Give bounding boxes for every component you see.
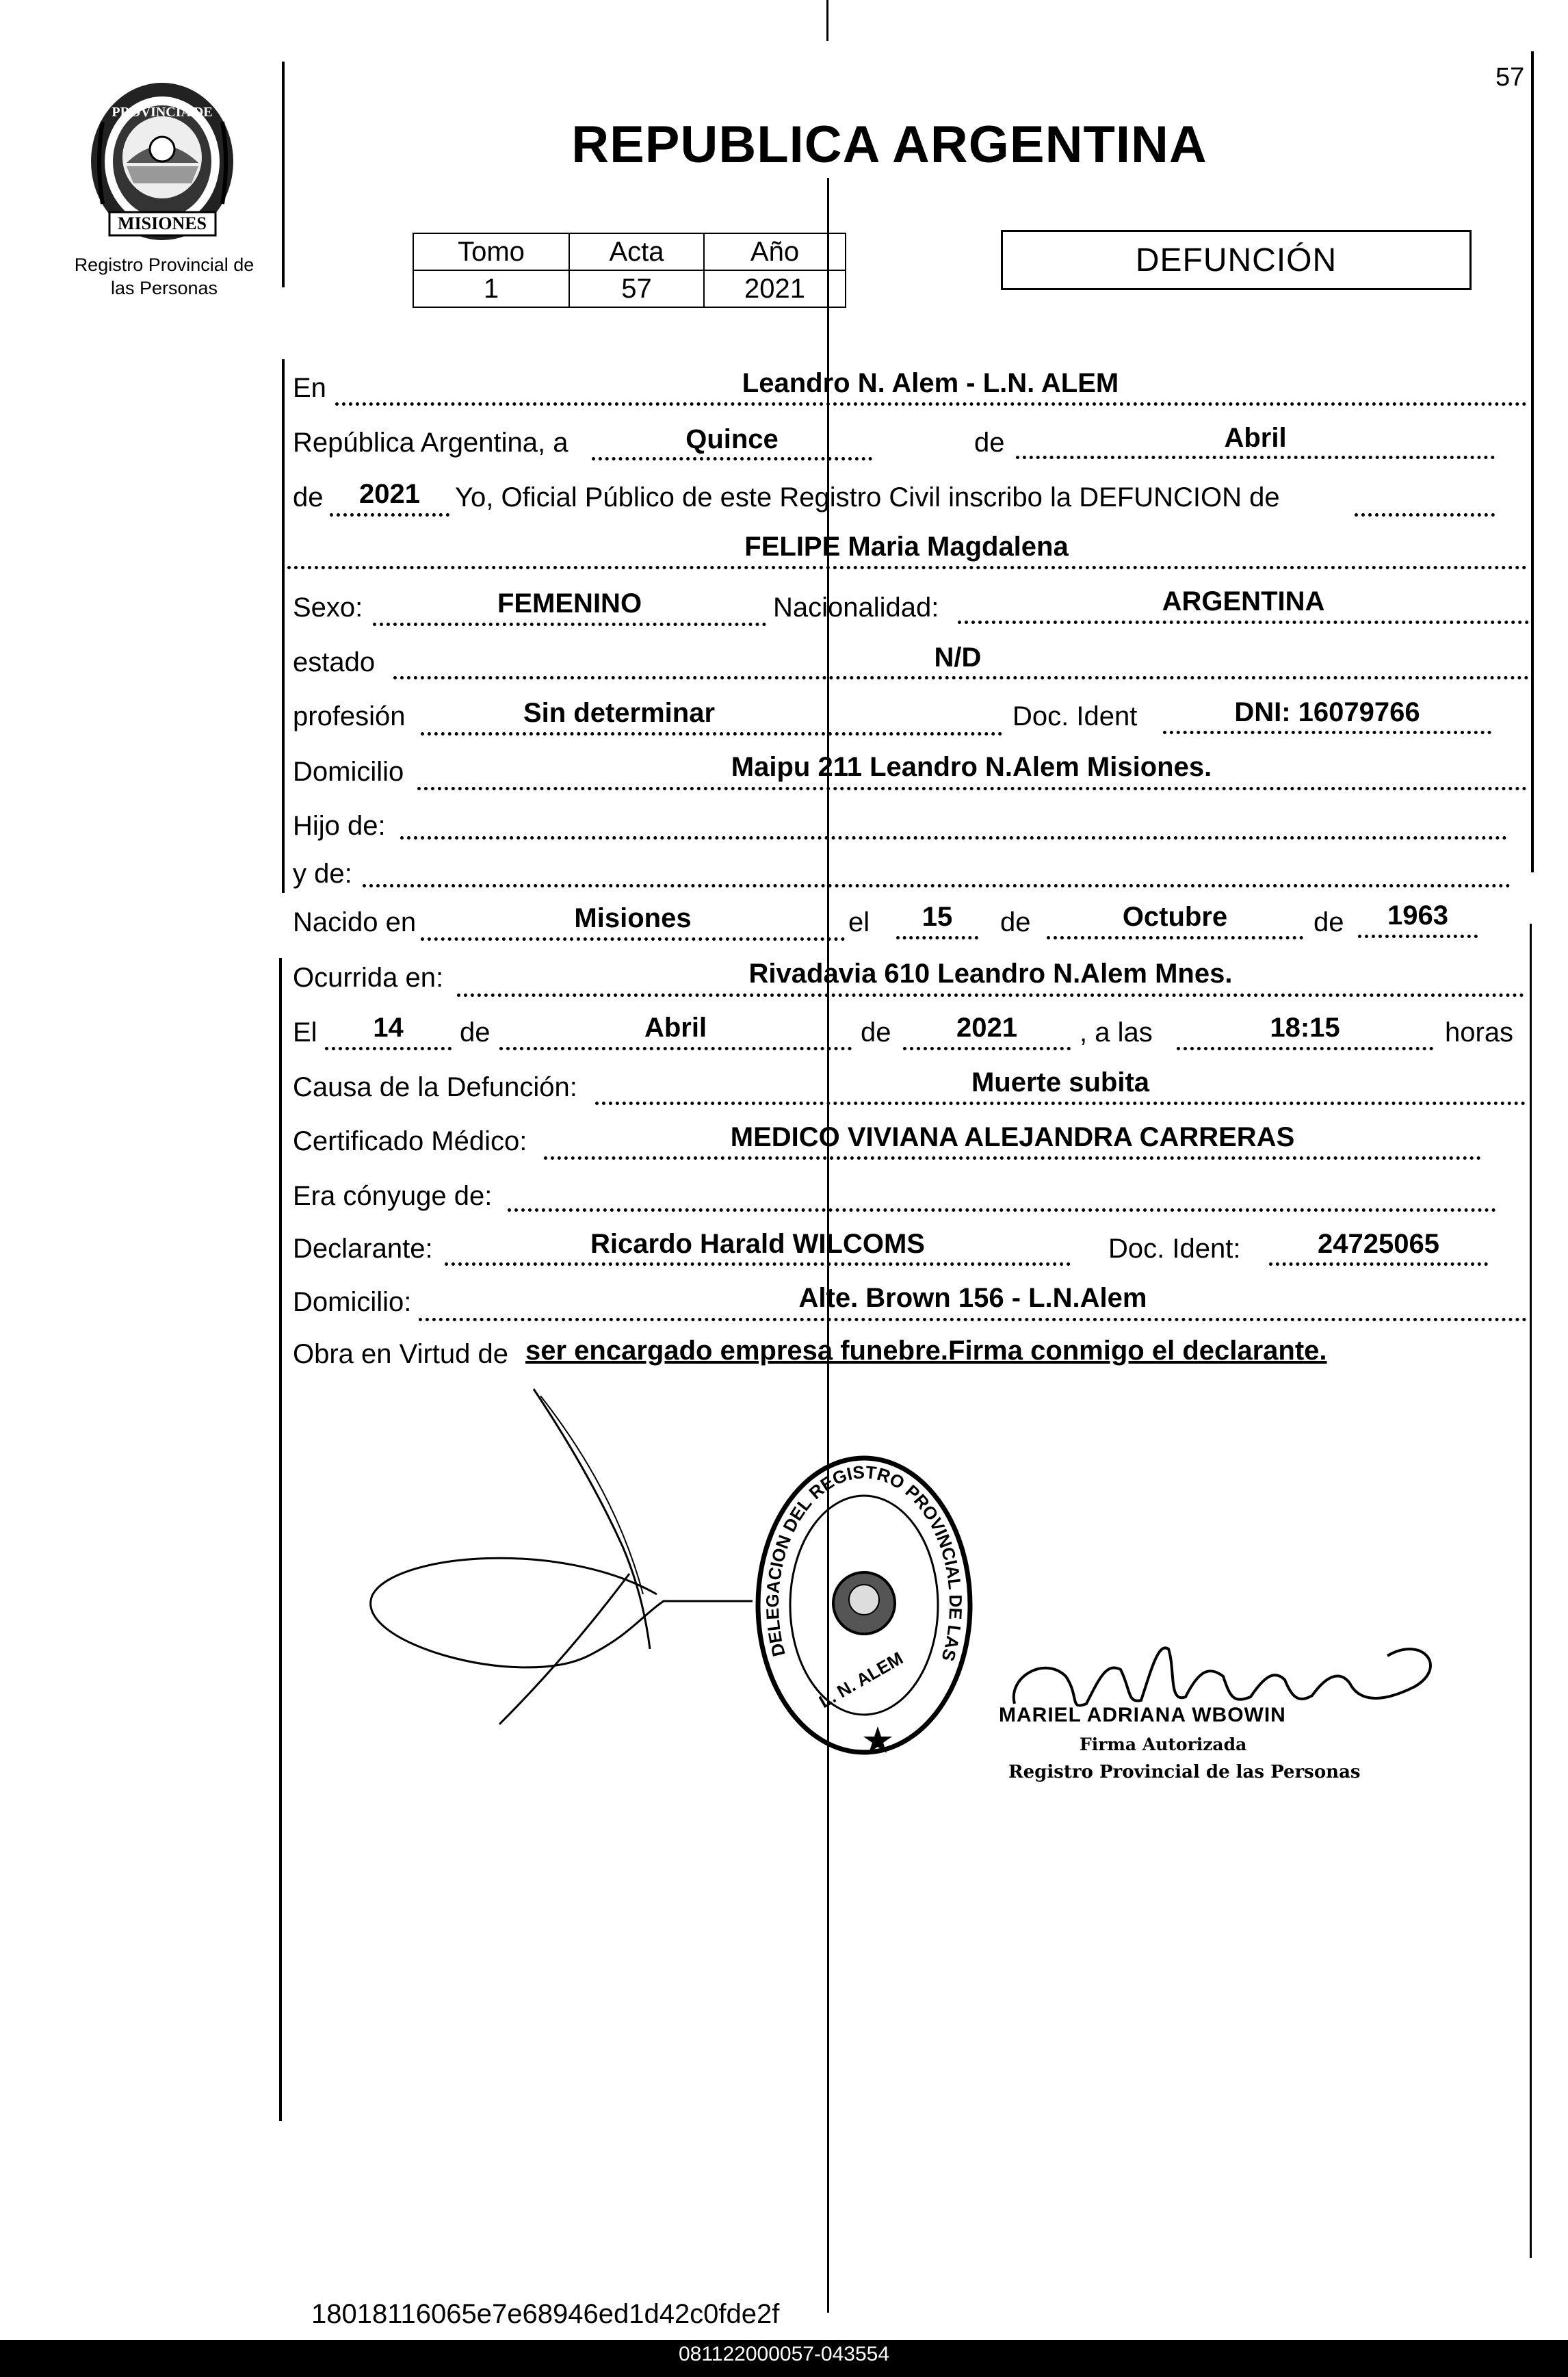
certificado-line: [544, 1156, 1481, 1160]
estado-line: [393, 676, 1529, 679]
record-table: [413, 233, 846, 308]
en-value: Leandro N. Alem - L.N. ALEM: [742, 368, 1119, 398]
left-margin-line: [279, 958, 282, 2121]
sexo-label: Sexo:: [293, 593, 363, 623]
de-label-3: de: [1000, 907, 1031, 937]
mes-line: [1016, 456, 1495, 459]
left-margin-line: [282, 359, 285, 893]
en-label: En: [293, 373, 326, 403]
svg-text:PROVINCIA DE: PROVINCIA DE: [112, 105, 213, 120]
hijo-label: Hijo de:: [293, 811, 386, 841]
anio-text-value: 2021: [359, 479, 420, 509]
domicilio2-label: Domicilio:: [293, 1287, 412, 1317]
nacido-value: Misiones: [574, 903, 692, 933]
profesion-value: Sin determinar: [523, 698, 716, 728]
en-line: [335, 402, 1527, 406]
def-hora-value: 18:15: [1270, 1013, 1340, 1043]
page-title: REPUBLICA ARGENTINA: [571, 116, 1207, 174]
page-number: 57: [1495, 63, 1525, 92]
inscribo-line: [1355, 513, 1495, 517]
header-acta: Acta: [569, 233, 704, 270]
tomo-value: 1: [413, 270, 569, 307]
def-anio-line: [903, 1047, 1071, 1050]
def-mes-line: [499, 1047, 852, 1050]
el-cap-label: El: [293, 1017, 317, 1048]
header-anio: Año: [704, 233, 846, 270]
estado-value: N/D: [934, 642, 982, 673]
inscribo-text: Yo, Oficial Público de este Registro Civil inscribo la DEFUNCION de: [455, 482, 1280, 512]
republica-label: República Argentina, a: [293, 428, 569, 458]
left-margin-line: [282, 62, 285, 287]
declarante-doc-value: 24725065: [1318, 1229, 1439, 1259]
estado-label: estado: [293, 647, 376, 677]
nacido-mes-value: Octubre: [1122, 902, 1228, 932]
ocurrida-label: Ocurrida en:: [293, 963, 444, 993]
profesion-line: [421, 732, 1002, 736]
nacido-anio-value: 1963: [1387, 900, 1448, 931]
ocurrida-value: Rivadavia 610 Leandro N.Alem Mnes.: [748, 959, 1233, 989]
name-line: [287, 566, 1527, 569]
de-label-2: de: [293, 482, 324, 512]
center-fold-line: [826, 0, 828, 41]
def-dia-value: 14: [373, 1013, 404, 1043]
deceased-name-value: FELIPE Maria Magdalena: [744, 532, 1069, 562]
nacido-label: Nacido en: [293, 907, 417, 937]
doc-line: [1163, 731, 1491, 734]
causa-value: Muerte subita: [971, 1067, 1150, 1097]
el-label: el: [848, 907, 870, 937]
profesion-label: profesión: [293, 701, 406, 731]
nacido-mes-line: [1047, 936, 1303, 939]
right-margin-line: [1531, 51, 1534, 872]
de-label-4: de: [1314, 907, 1344, 937]
dia-line: [592, 457, 872, 460]
svg-text:L. N. ALEM: L. N. ALEM: [815, 1648, 906, 1713]
causa-line: [595, 1102, 1526, 1105]
domicilio2-value: Alte. Brown 156 - L.N.Alem: [798, 1283, 1147, 1313]
document-type-box: DEFUNCIÓN: [1001, 230, 1472, 290]
yde-line: [363, 884, 1511, 887]
official-stamp: [751, 1449, 977, 1761]
dia-value: Quince: [685, 424, 779, 454]
ocurrida-line: [457, 993, 1524, 997]
domicilio-label: Domicilio: [293, 757, 404, 787]
anio-value: 2021: [704, 270, 846, 307]
doc-value: DNI: 16079766: [1234, 697, 1420, 727]
sexo-value: FEMENINO: [497, 588, 642, 619]
conyuge-line: [508, 1208, 1496, 1212]
right-margin-line: [1530, 924, 1532, 2258]
doc-label: Doc. Ident: [1012, 701, 1138, 731]
yde-label: y de:: [293, 859, 352, 889]
conyuge-label: Era cónyuge de:: [293, 1181, 493, 1211]
sexo-line: [373, 623, 766, 626]
record-table-row: [413, 270, 846, 307]
certificado-value: MEDICO VIVIANA ALEJANDRA CARRERAS: [730, 1122, 1295, 1152]
document-hash: 18018116065e7e68946ed1d42c0fde2f: [311, 2299, 780, 2329]
mes-value: Abril: [1224, 423, 1287, 453]
de-label-6: de: [861, 1017, 891, 1048]
registry-label: Registro Provincial de las Personas: [74, 255, 254, 298]
header-tomo: Tomo: [413, 233, 569, 270]
causa-label: Causa de la Defunción:: [293, 1072, 577, 1102]
signer-name: MARIEL ADRIANA WBOWIN: [999, 1704, 1286, 1726]
nacionalidad-value: ARGENTINA: [1162, 586, 1325, 616]
declarante-line: [445, 1262, 1071, 1266]
declarante-label: Declarante:: [293, 1234, 433, 1264]
domicilio-value: Maipu 211 Leandro N.Alem Misiones.: [731, 752, 1212, 782]
svg-text:MISIONES: MISIONES: [117, 213, 207, 233]
de-label-5: de: [460, 1017, 491, 1048]
nacido-dia-line: [896, 936, 978, 939]
domicilio2-line: [419, 1318, 1527, 1321]
def-dia-line: [325, 1047, 452, 1050]
anio-line: [330, 513, 449, 517]
alas-label: , a las: [1080, 1017, 1153, 1048]
nacionalidad-label: Nacionalidad:: [773, 593, 939, 623]
acta-value: 57: [569, 270, 704, 307]
def-anio-value: 2021: [956, 1013, 1017, 1043]
declarante-doc-line: [1269, 1262, 1488, 1266]
obra-label: Obra en Virtud de: [293, 1339, 509, 1369]
def-mes-value: Abril: [644, 1013, 707, 1043]
footer-code: 081122000057-043554: [678, 2343, 890, 2365]
def-hora-line: [1177, 1047, 1433, 1050]
nacido-line: [421, 937, 845, 941]
signer-office: Registro Provincial de las Personas: [1008, 1762, 1361, 1782]
domicilio-line: [417, 787, 1527, 790]
signer-role: Firma Autorizada: [1080, 1735, 1247, 1754]
nacionalidad-line: [958, 621, 1529, 624]
hijo-line: [400, 836, 1507, 840]
doc-ident-label: Doc. Ident:: [1108, 1234, 1241, 1264]
nacido-anio-line: [1358, 935, 1478, 938]
certificado-label: Certificado Médico:: [293, 1126, 527, 1156]
record-table-header: [413, 233, 846, 270]
horas-label: horas: [1445, 1017, 1514, 1048]
nacido-dia-value: 15: [922, 902, 953, 932]
de-label: de: [974, 428, 1005, 458]
provincia-misiones-logo: [89, 81, 236, 242]
obra-value: ser encargado empresa funebre.Firma conmigo el declarante.: [525, 1336, 1327, 1366]
svg-text:DELEGACION DEL REGISTRO PROVIN: DELEGACION DEL REGISTRO PROVINCIAL DE LAS: [761, 1462, 967, 1664]
declarante-value: Ricardo Harald WILCOMS: [590, 1229, 925, 1259]
